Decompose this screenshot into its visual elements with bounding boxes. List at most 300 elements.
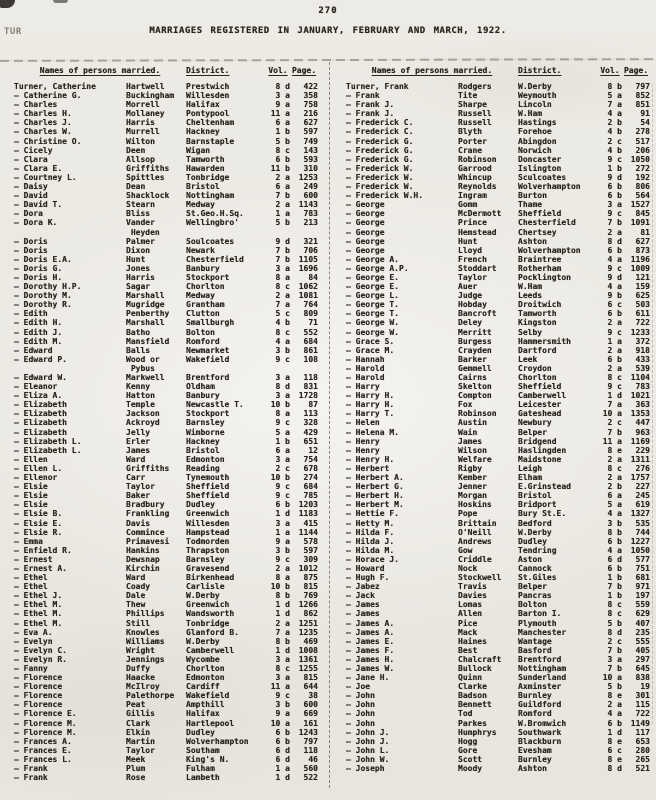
horizontal-rule bbox=[0, 58, 656, 62]
vol-cell: 2 c bbox=[607, 636, 622, 646]
vol-cell: 3 a bbox=[275, 263, 290, 273]
table-row bbox=[14, 346, 318, 355]
page-cell: 873 bbox=[635, 245, 650, 255]
surname-cell: Taylor bbox=[126, 745, 155, 755]
page-cell: 797 bbox=[303, 736, 318, 746]
page-cell: 265 bbox=[635, 754, 650, 764]
district-cell: Stockport bbox=[186, 272, 230, 282]
surname-cell: Griffiths bbox=[126, 463, 170, 473]
name-cell: — Elsie bbox=[14, 500, 48, 510]
table-row bbox=[14, 173, 318, 182]
district-cell: Stockport bbox=[186, 409, 230, 419]
name-cell: Turner, Catherine bbox=[14, 82, 96, 91]
vol-cell: 5 a bbox=[607, 91, 622, 101]
surname-cell: Clark bbox=[126, 718, 151, 728]
surname-cell: Davis bbox=[126, 518, 151, 528]
page-cell: 852 bbox=[635, 91, 650, 101]
page-cell: 918 bbox=[635, 345, 650, 355]
table-row bbox=[14, 737, 318, 746]
district-cell: Braintree bbox=[518, 254, 562, 264]
table-row bbox=[14, 637, 318, 646]
page-cell: 407 bbox=[635, 618, 650, 628]
page-cell: 1203 bbox=[298, 500, 318, 510]
page-cell: 564 bbox=[635, 191, 650, 201]
name-cell: — John J. bbox=[346, 727, 390, 737]
name-cell: — Joseph bbox=[346, 764, 385, 774]
table-row bbox=[346, 746, 650, 755]
table-row bbox=[14, 300, 318, 309]
surname-cell: Taylor bbox=[126, 482, 155, 492]
surname-cell: Austin bbox=[458, 418, 487, 428]
surname-cell: Pice bbox=[458, 618, 478, 628]
name-cell: — Elizabeth bbox=[14, 418, 67, 428]
header-vol: Vol. bbox=[268, 66, 288, 75]
district-cell: Droitwich bbox=[518, 300, 562, 310]
vol-cell: 8 b bbox=[607, 527, 622, 537]
name-cell: — Hetty M. bbox=[346, 518, 395, 528]
surname-cell: Russell bbox=[458, 109, 492, 119]
district-cell: Dudley bbox=[518, 536, 547, 546]
page-cell: 1183 bbox=[298, 509, 318, 519]
surname-cell: Kirchin bbox=[126, 563, 160, 573]
vol-cell: 1 a bbox=[607, 336, 622, 346]
district-cell: Chertsey bbox=[518, 227, 557, 237]
vol-cell: 8 e bbox=[607, 736, 622, 746]
table-row bbox=[14, 655, 318, 664]
table-row bbox=[346, 291, 650, 300]
vol-cell: 9 c bbox=[275, 691, 290, 701]
vol-cell: 2 a bbox=[275, 200, 290, 210]
surname-cell: Crane bbox=[458, 145, 483, 155]
name-cell: — George bbox=[346, 227, 385, 237]
page-cell: 206 bbox=[635, 145, 650, 155]
name-cell: — George A.P. bbox=[346, 263, 409, 273]
page-cell: 1266 bbox=[298, 600, 318, 610]
vol-cell: 2 a bbox=[607, 363, 622, 373]
name-cell: — Hilda F. bbox=[346, 527, 395, 537]
surname-cell: Allsop bbox=[126, 154, 155, 164]
name-cell: — John W. bbox=[346, 754, 390, 764]
district-cell: Bridgend bbox=[518, 436, 557, 446]
name-cell: — Helen bbox=[346, 418, 380, 428]
district-cell: Manchester bbox=[518, 627, 567, 637]
page-cell: 229 bbox=[635, 445, 650, 455]
name-cell: — Frances L. bbox=[14, 754, 72, 764]
table-row bbox=[14, 491, 318, 500]
table-row bbox=[346, 519, 650, 528]
table-row bbox=[14, 237, 318, 246]
page-number: 270 bbox=[318, 6, 338, 16]
district-cell: Evesham bbox=[518, 745, 552, 755]
page-cell: 851 bbox=[635, 100, 650, 110]
vol-cell: 9 d bbox=[607, 272, 622, 282]
surname-cell: Wilton bbox=[126, 136, 155, 146]
surname-cell: Lomas bbox=[458, 600, 483, 610]
table-row bbox=[346, 164, 650, 173]
vol-cell: 9 d bbox=[275, 236, 290, 246]
table-row bbox=[14, 519, 318, 528]
surname-cell: Harris bbox=[126, 118, 155, 128]
name-cell: — Enfield R. bbox=[14, 545, 72, 555]
page-cell: 1728 bbox=[298, 391, 318, 401]
name-cell: — George bbox=[346, 209, 385, 219]
surname-cell: Barker bbox=[458, 354, 487, 364]
name-cell: — Frances E. bbox=[14, 745, 72, 755]
table-row bbox=[14, 555, 318, 564]
vol-cell: 10 b bbox=[270, 582, 290, 592]
page-cell: 758 bbox=[303, 100, 318, 110]
name-cell: — Frederick G. bbox=[346, 136, 414, 146]
page-cell: 113 bbox=[303, 409, 318, 419]
table-row bbox=[346, 191, 650, 200]
name-cell: — George T. bbox=[346, 309, 399, 319]
surname-cell: Clarke bbox=[458, 682, 487, 692]
page-cell: 684 bbox=[303, 482, 318, 492]
district-cell: Carlisle bbox=[186, 582, 225, 592]
district-cell: Southam bbox=[186, 745, 220, 755]
surname-cell: Peat bbox=[126, 700, 146, 710]
vol-cell: 10 b bbox=[270, 400, 290, 410]
district-cell: Chesterfield bbox=[518, 218, 576, 228]
table-row bbox=[14, 318, 318, 327]
page-cell: 684 bbox=[303, 336, 318, 346]
district-cell: Bury St.E. bbox=[518, 509, 567, 519]
surname-cell: Ackroyd bbox=[126, 418, 160, 428]
name-cell: — James F. bbox=[346, 645, 395, 655]
district-cell: Wigan bbox=[186, 145, 211, 155]
surname-cell: Hoskins bbox=[458, 500, 492, 510]
surname-cell: Rose bbox=[126, 773, 146, 783]
district-cell: W.Derby bbox=[518, 82, 552, 91]
surname-cell: Deen bbox=[126, 145, 146, 155]
surname-cell: Meek bbox=[126, 754, 146, 764]
vol-cell: 8 a bbox=[275, 409, 290, 419]
name-cell: — Joe bbox=[346, 682, 371, 692]
surname-cell: Sharpe bbox=[458, 100, 487, 110]
surname-cell: Batho bbox=[126, 327, 151, 337]
page-cell: 764 bbox=[303, 300, 318, 310]
district-cell: W.Derby bbox=[186, 591, 220, 601]
district-cell: Sheffield bbox=[186, 491, 230, 501]
page-cell: 521 bbox=[635, 764, 650, 774]
page-cell: 845 bbox=[635, 209, 650, 219]
surname-cell: Moody bbox=[458, 764, 483, 774]
surname-cell: Thew bbox=[126, 600, 146, 610]
table-row bbox=[14, 509, 318, 518]
name-cell: — James H. bbox=[346, 654, 395, 664]
name-cell: — Jabez bbox=[346, 582, 380, 592]
surname-cell: Haines bbox=[458, 636, 487, 646]
name-cell: — Frank J. bbox=[346, 109, 395, 119]
name-cell: — Herbert M. bbox=[346, 500, 404, 510]
table-rows bbox=[346, 82, 650, 773]
surname-cell: Bullock bbox=[458, 664, 492, 673]
name-cell: — George bbox=[346, 200, 385, 210]
table-row bbox=[346, 173, 650, 182]
name-cell: — Doris bbox=[14, 245, 48, 255]
surname-cell: Palethorpe bbox=[126, 691, 175, 701]
district-cell: Croydon bbox=[518, 363, 552, 373]
surname-cell: Hemstead bbox=[458, 227, 497, 237]
page-cell: 433 bbox=[635, 354, 650, 364]
district-cell: Barnsley bbox=[186, 418, 225, 428]
vol-cell: 2 a bbox=[607, 473, 622, 483]
surname-cell: Jelly bbox=[126, 427, 151, 437]
name-cell: — Edith M. bbox=[14, 336, 63, 346]
district-cell: Hastings bbox=[518, 118, 557, 128]
vol-cell: 9 a bbox=[275, 709, 290, 719]
page-cell: 12 bbox=[308, 445, 318, 455]
vol-cell: 8 c bbox=[607, 463, 622, 473]
surname-cell: Markwell bbox=[126, 373, 165, 382]
table-row bbox=[346, 637, 650, 646]
name-cell: — Charles J. bbox=[14, 118, 72, 128]
district-cell: Brentford bbox=[518, 654, 562, 664]
name-cell: — Evelyn bbox=[14, 636, 53, 646]
surname-cell: Russell bbox=[458, 118, 492, 128]
surname-cell: Burgess bbox=[458, 336, 492, 346]
page-cell: 627 bbox=[635, 236, 650, 246]
page-cell: 783 bbox=[635, 382, 650, 392]
surname-cell: Mugridge bbox=[126, 300, 165, 310]
header-vol: Vol. bbox=[600, 66, 620, 75]
name-cell: — Hugh F. bbox=[346, 573, 390, 583]
page-cell: 1050 bbox=[630, 545, 650, 555]
vol-cell: 3 a bbox=[607, 200, 622, 210]
name-cell: — Charles H. bbox=[14, 109, 72, 119]
name-cell: — Elizabeth L. bbox=[14, 436, 82, 446]
name-cell: — George T. bbox=[346, 300, 399, 310]
district-cell: Newmarket bbox=[186, 345, 230, 355]
district-cell: Lambeth bbox=[186, 773, 220, 783]
name-cell: — Jane H. bbox=[346, 673, 390, 683]
vol-cell: 2 c bbox=[607, 136, 622, 146]
district-cell: Bristol bbox=[186, 182, 220, 192]
vol-cell: 8 d bbox=[607, 236, 622, 246]
vol-cell: 6 b bbox=[607, 718, 622, 728]
table-row bbox=[346, 237, 650, 246]
name-cell: — Herbert A. bbox=[346, 473, 404, 483]
vol-cell: 6 b bbox=[607, 354, 622, 364]
table-row bbox=[14, 446, 318, 455]
table-row bbox=[346, 100, 650, 109]
district-cell: Nottingham bbox=[186, 191, 235, 201]
district-cell: Cardiff bbox=[186, 682, 220, 692]
district-cell: Pontypool bbox=[186, 109, 230, 119]
district-cell: Wakefield bbox=[186, 691, 230, 701]
page-cell: 749 bbox=[303, 136, 318, 146]
district-cell: Leicester bbox=[518, 400, 562, 410]
vol-cell: 4 a bbox=[275, 336, 290, 346]
page-cell: 121 bbox=[635, 272, 650, 282]
vol-cell: 5 a bbox=[607, 500, 622, 510]
surname-cell: Buckingham bbox=[126, 91, 175, 101]
page-cell: 645 bbox=[635, 664, 650, 673]
district-cell: Leeds bbox=[518, 291, 543, 301]
vol-cell: 8 e bbox=[607, 445, 622, 455]
district-cell: Clutton bbox=[186, 309, 220, 319]
name-cell: — Edith H. bbox=[14, 318, 63, 328]
page-cell: 862 bbox=[303, 609, 318, 619]
vol-cell: 10 b bbox=[270, 473, 290, 483]
table-row bbox=[346, 691, 650, 700]
district-cell: Newcastle T. bbox=[186, 400, 244, 410]
page-cell: 249 bbox=[303, 182, 318, 192]
table-row bbox=[14, 291, 318, 300]
vol-cell: 2 a bbox=[607, 345, 622, 355]
table-row bbox=[346, 409, 650, 418]
name-cell: — Harry T. bbox=[346, 409, 395, 419]
page-cell: 651 bbox=[303, 436, 318, 446]
table-row bbox=[14, 528, 318, 537]
header-page: Page. bbox=[291, 66, 317, 75]
district-cell: Barnstaple bbox=[186, 136, 235, 146]
table-row bbox=[346, 482, 650, 491]
table-row bbox=[346, 137, 650, 146]
page-cell: 629 bbox=[635, 609, 650, 619]
name-cell: — Harold bbox=[346, 363, 385, 373]
surname-cell: Badson bbox=[458, 691, 487, 701]
table-row bbox=[346, 218, 650, 227]
name-cell: — George W. bbox=[346, 318, 399, 328]
surname-cell: Bennett bbox=[458, 700, 492, 710]
district-cell: Wakefield bbox=[186, 354, 230, 364]
name-cell: — George bbox=[346, 245, 385, 255]
vol-cell: 10 a bbox=[602, 673, 622, 683]
district-cell: Halifax bbox=[186, 100, 220, 110]
page-cell: 108 bbox=[303, 354, 318, 364]
surname-cell: Commince bbox=[126, 527, 165, 537]
vol-cell: 6 b bbox=[607, 245, 622, 255]
table-row bbox=[14, 337, 318, 346]
vol-cell: 5 a bbox=[275, 427, 290, 437]
district-cell: Wellingbro' bbox=[186, 218, 239, 228]
table-row bbox=[346, 264, 650, 273]
surname-cell: Balls bbox=[126, 345, 151, 355]
table-row bbox=[14, 464, 318, 473]
surname-cell: Jackson bbox=[126, 409, 160, 419]
table-row bbox=[346, 755, 650, 764]
surname-cell: Ward bbox=[126, 454, 146, 464]
surname-cell: Criddle bbox=[458, 554, 492, 564]
vol-cell: 8 e bbox=[607, 754, 622, 764]
surname-cell: Gillis bbox=[126, 709, 155, 719]
vol-cell: 8 d bbox=[275, 82, 290, 91]
name-cell: — Frank J. bbox=[346, 100, 395, 110]
page-cell: 310 bbox=[303, 163, 318, 173]
name-cell: — Eva A. bbox=[14, 627, 53, 637]
surname-cell: Marshall bbox=[126, 291, 165, 301]
surname-cell: Brittain bbox=[458, 518, 497, 528]
surname-cell: Travis bbox=[458, 582, 487, 592]
surname-cell: Chalcraft bbox=[458, 654, 502, 664]
district-cell: Chorlton bbox=[186, 664, 225, 673]
name-cell: — Dora bbox=[14, 209, 43, 219]
surname-cell: Elkin bbox=[126, 727, 151, 737]
surname-cell: Nock bbox=[458, 563, 478, 573]
district-cell: Burnley bbox=[518, 691, 552, 701]
vol-cell: 3 a bbox=[607, 654, 622, 664]
vol-cell: 6 b bbox=[607, 536, 622, 546]
page-cell: 429 bbox=[303, 427, 318, 437]
name-cell: — Harry H. bbox=[346, 391, 395, 401]
page-cell: 815 bbox=[303, 582, 318, 592]
table-row bbox=[14, 682, 318, 691]
name-cell: — John bbox=[346, 700, 375, 710]
table-row bbox=[346, 609, 650, 618]
name-cell: — Henry bbox=[346, 445, 380, 455]
page-cell: 19 bbox=[640, 682, 650, 692]
district-cell: Willesden bbox=[186, 518, 230, 528]
name-cell: — Edward W. bbox=[14, 373, 67, 382]
table-row bbox=[346, 373, 650, 382]
table-row bbox=[346, 464, 650, 473]
surname-cell: Hobday bbox=[458, 300, 487, 310]
surname-cell: Deley bbox=[458, 318, 483, 328]
table-row bbox=[14, 264, 318, 273]
surname-cell: Merritt bbox=[458, 327, 492, 337]
vol-cell: 8 c bbox=[275, 145, 290, 155]
page-cell: 751 bbox=[635, 563, 650, 573]
district-cell: Abingdon bbox=[518, 136, 557, 146]
table-row bbox=[346, 346, 650, 355]
page-cell: 769 bbox=[303, 591, 318, 601]
table-row bbox=[346, 728, 650, 737]
name-cell: — Dorothy H.P. bbox=[14, 282, 82, 292]
district-cell: Aston bbox=[518, 554, 543, 564]
district-cell: Romford bbox=[518, 709, 552, 719]
district-cell: Guildford bbox=[518, 700, 562, 710]
surname-cell: Plum bbox=[126, 764, 146, 774]
vol-cell: 3 a bbox=[275, 673, 290, 683]
name-cell: — Evelyn C. bbox=[14, 645, 67, 655]
district-cell: King's N. bbox=[186, 754, 230, 764]
surname-cell: Gemmell bbox=[458, 363, 492, 373]
page-cell: 555 bbox=[635, 636, 650, 646]
page-cell: 517 bbox=[635, 136, 650, 146]
table-row bbox=[346, 273, 650, 282]
page-cell: 1311 bbox=[630, 454, 650, 464]
table-row bbox=[346, 91, 650, 100]
header-names: Names of persons married. bbox=[39, 66, 161, 75]
surname-cell: McIlroy bbox=[126, 682, 160, 692]
surname-cell: Auer bbox=[458, 282, 478, 292]
vol-cell: 9 c bbox=[275, 482, 290, 492]
district-cell: Medway bbox=[186, 291, 215, 301]
district-cell: Romford bbox=[186, 336, 220, 346]
vol-cell: 3 b bbox=[607, 518, 622, 528]
district-cell: Sheffield bbox=[518, 209, 562, 219]
vol-cell: 6 b bbox=[275, 154, 290, 164]
name-cell: — Hettie F. bbox=[346, 509, 399, 519]
table-row bbox=[14, 218, 318, 236]
district-cell: Hawarden bbox=[186, 163, 225, 173]
vol-cell: 7 b bbox=[607, 664, 622, 673]
name-cell: — Dorothy R. bbox=[14, 300, 72, 310]
table-row bbox=[14, 773, 318, 782]
vol-cell: 11 a bbox=[270, 682, 290, 692]
name-cell: — James bbox=[346, 600, 380, 610]
district-cell: Tonbridge bbox=[186, 618, 230, 628]
header-names: Names of persons married. bbox=[371, 66, 493, 75]
page-cell: 722 bbox=[635, 709, 650, 719]
name-cell: — Ethel bbox=[14, 582, 48, 592]
surname-cell: Andrews bbox=[458, 536, 492, 546]
page-cell: 971 bbox=[635, 582, 650, 592]
table-rows bbox=[14, 82, 318, 782]
table-row bbox=[14, 209, 318, 218]
name-cell: — Elizabeth bbox=[14, 409, 67, 419]
